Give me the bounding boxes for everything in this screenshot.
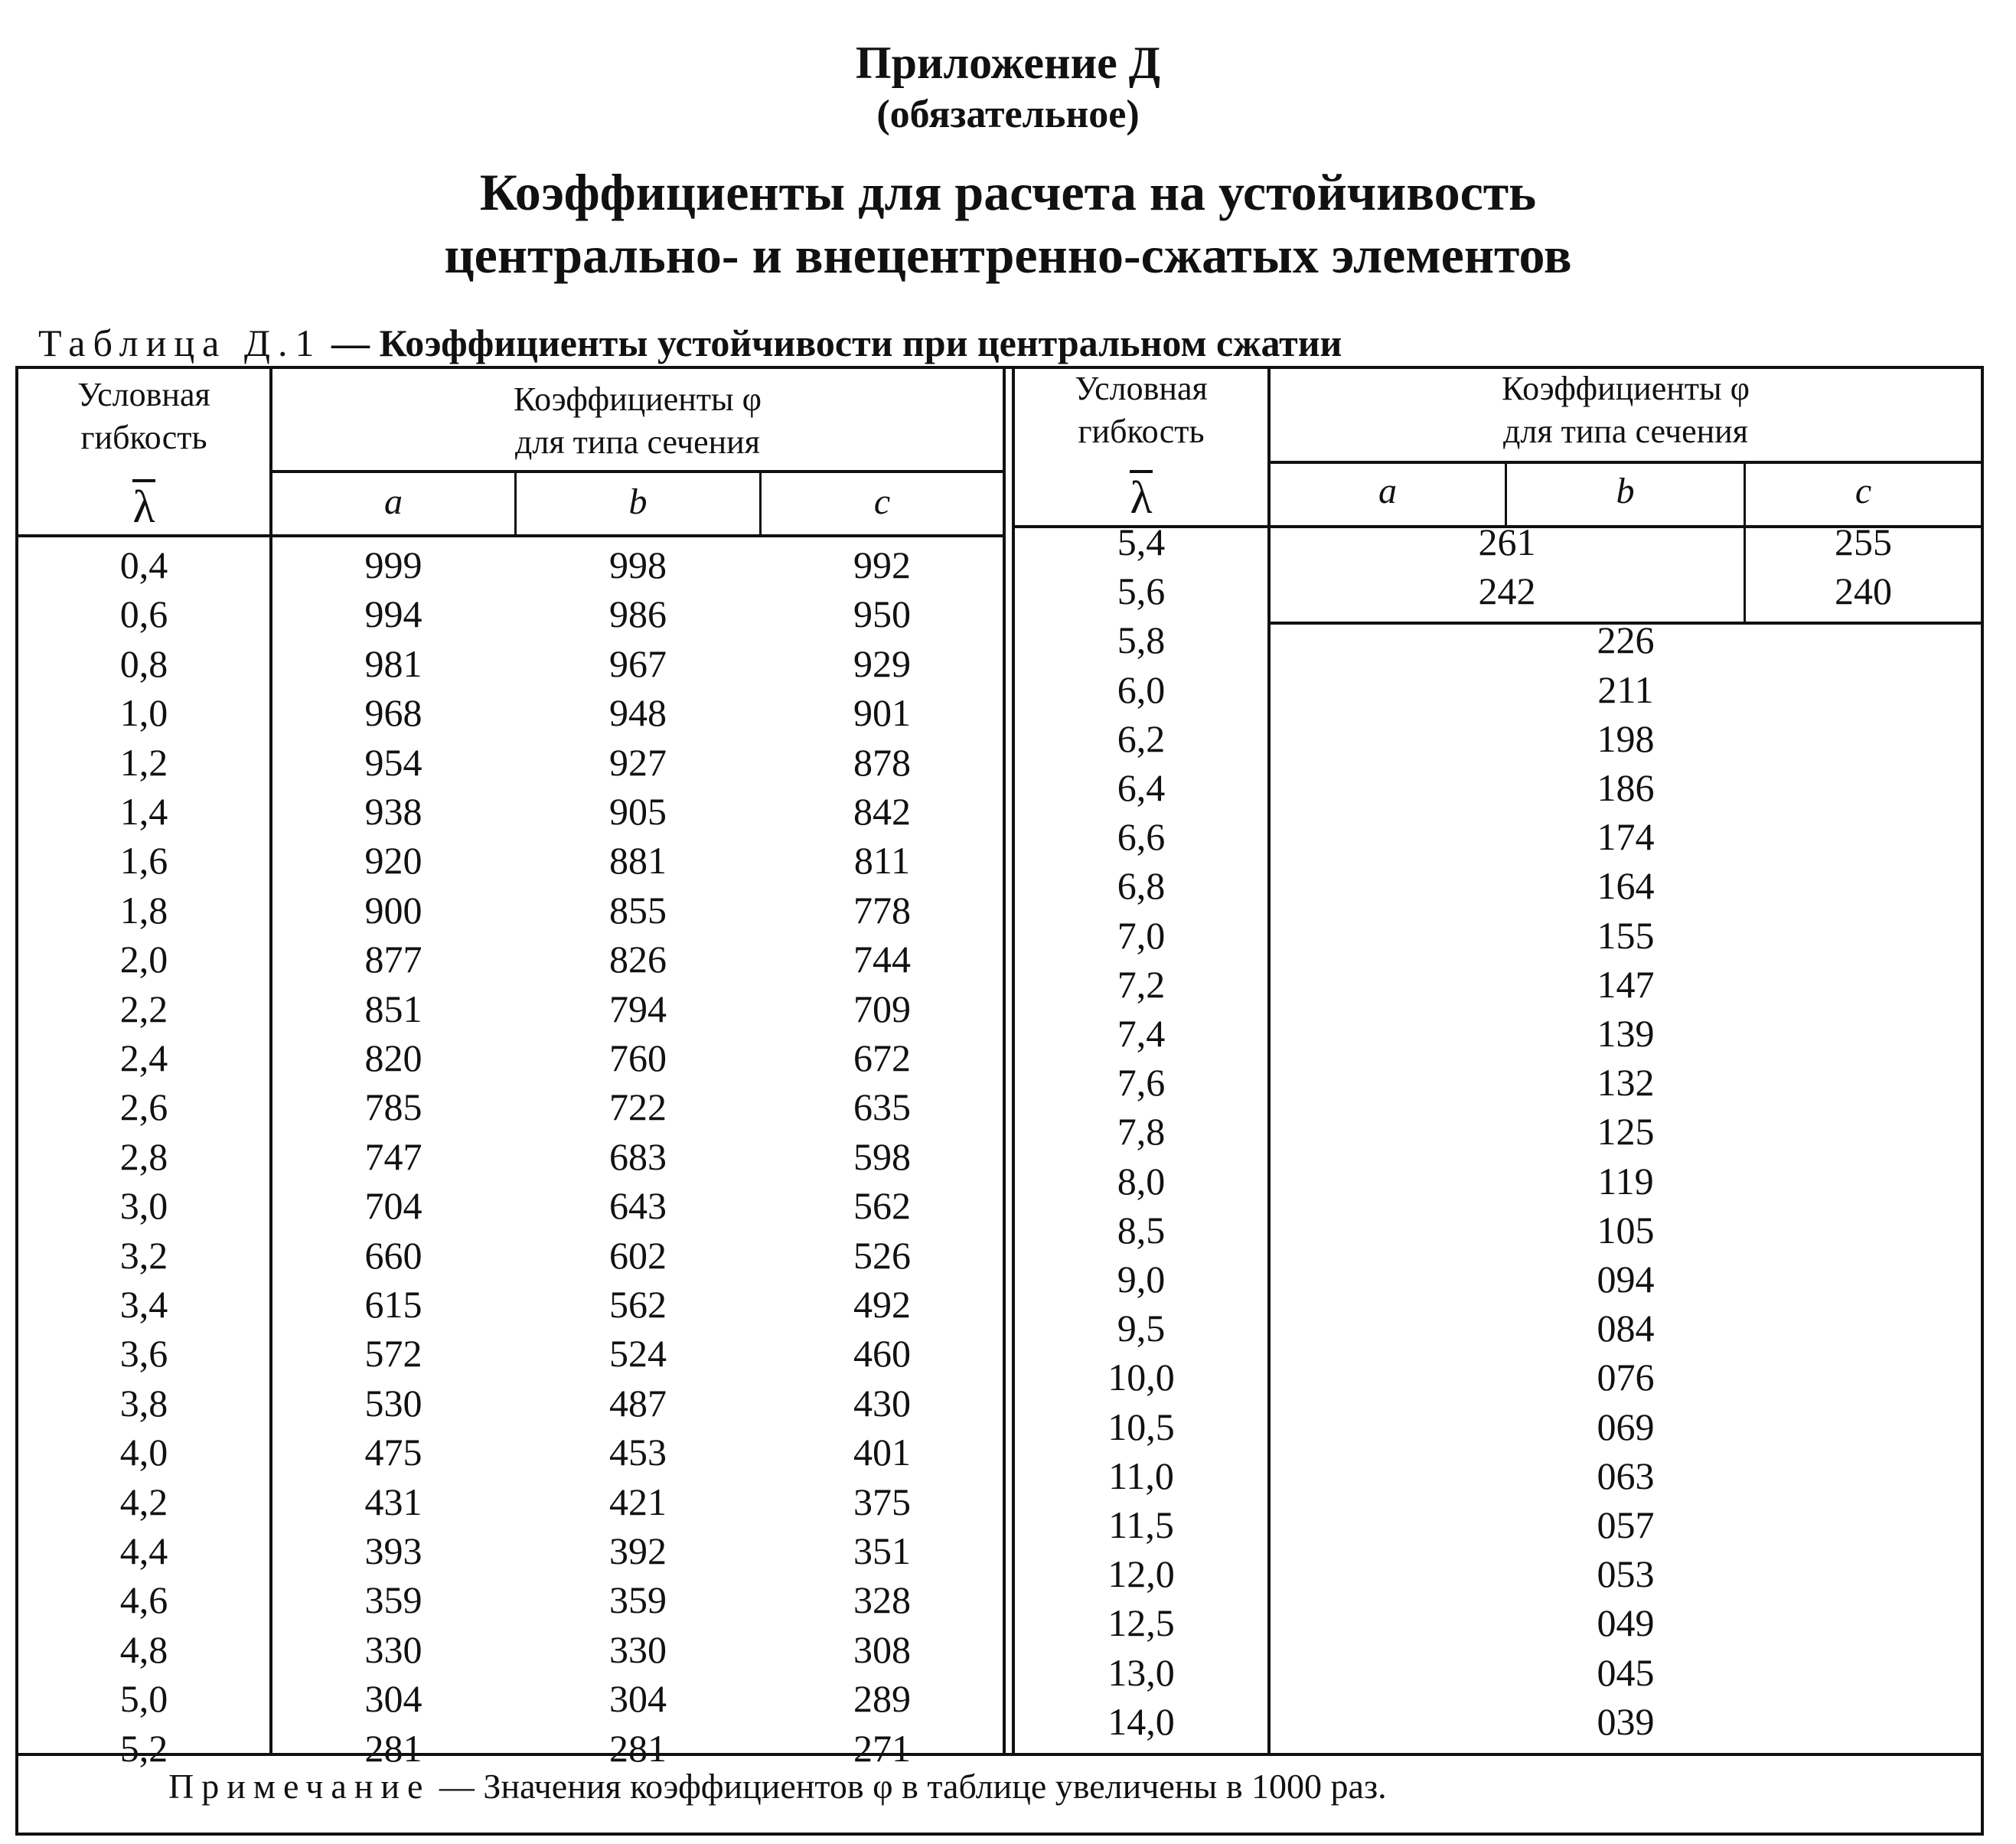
left-cell-a: 304 bbox=[364, 1677, 422, 1720]
left-cell-b: 967 bbox=[609, 642, 667, 685]
left-cell-a: 877 bbox=[364, 938, 422, 981]
right-merged-cell-lambda: 7,6 bbox=[1117, 1061, 1166, 1104]
left-cell-lambda: 2,6 bbox=[119, 1085, 168, 1128]
right-merged-cell-abc: 125 bbox=[1597, 1110, 1655, 1153]
left-cell-b: 562 bbox=[609, 1283, 667, 1326]
right-merged-cell-abc: 132 bbox=[1597, 1061, 1655, 1104]
left-cell-lambda: 2,4 bbox=[119, 1036, 168, 1079]
left-cell-a: 660 bbox=[364, 1234, 422, 1277]
right-merged-cell-abc: 053 bbox=[1597, 1552, 1655, 1595]
right-merged-cell-lambda: 10,5 bbox=[1107, 1405, 1175, 1448]
left-cell-c: 351 bbox=[853, 1529, 911, 1572]
right-merged-cell-lambda: 8,0 bbox=[1117, 1160, 1166, 1203]
left-cell-c: 672 bbox=[853, 1036, 911, 1079]
right-merged-cell-abc: 155 bbox=[1597, 914, 1655, 957]
left-cell-b: 304 bbox=[609, 1677, 667, 1720]
left-cell-lambda: 5,0 bbox=[119, 1677, 168, 1720]
left-cell-a: 938 bbox=[364, 790, 422, 833]
right-merged-cell-abc: 174 bbox=[1597, 815, 1655, 858]
right-merged-cell-lambda: 9,0 bbox=[1117, 1258, 1166, 1301]
left-cell-lambda: 0,4 bbox=[119, 543, 168, 586]
right-slenderness-header bbox=[1015, 367, 1267, 453]
left-cell-b: 487 bbox=[609, 1382, 667, 1425]
left-cell-b: 998 bbox=[609, 543, 667, 586]
left-coef-header-line-2: для типа сечения bbox=[515, 423, 760, 461]
right-split-cell-ab: 242 bbox=[1478, 570, 1536, 612]
left-cell-lambda: 2,8 bbox=[119, 1135, 168, 1178]
left-cell-a: 820 bbox=[364, 1036, 422, 1079]
right-sub-header-c: c bbox=[1855, 471, 1872, 511]
right-coef-header bbox=[1271, 367, 1981, 453]
right-merged-cell-lambda: 11,5 bbox=[1108, 1503, 1174, 1546]
left-cell-a: 615 bbox=[364, 1283, 422, 1326]
left-cell-lambda: 4,8 bbox=[119, 1628, 168, 1671]
left-cell-lambda: 1,0 bbox=[119, 691, 168, 734]
right-merged-cell-lambda: 14,0 bbox=[1107, 1700, 1175, 1743]
table-border-right bbox=[1981, 366, 1984, 1836]
left-cell-c: 526 bbox=[853, 1234, 911, 1277]
right-merged-cell-lambda: 7,0 bbox=[1117, 914, 1166, 957]
right-split-cell-c: 240 bbox=[1835, 570, 1892, 612]
left-cell-c: 842 bbox=[853, 790, 911, 833]
left-cell-c: 375 bbox=[853, 1480, 911, 1523]
right-merged-cell-abc: 211 bbox=[1597, 668, 1654, 711]
left-cell-c: 492 bbox=[853, 1283, 911, 1326]
left-cell-c: 744 bbox=[853, 938, 911, 981]
right-sub-header-a: a bbox=[1378, 471, 1397, 511]
left-cell-lambda: 4,2 bbox=[119, 1480, 168, 1523]
left-cell-a: 785 bbox=[364, 1085, 422, 1128]
right-merged-cell-lambda: 6,8 bbox=[1117, 864, 1166, 907]
right-sub-header-b: b bbox=[1616, 471, 1635, 511]
right-merged-cell-abc: 084 bbox=[1597, 1307, 1655, 1350]
right-merged-cell-abc: 119 bbox=[1597, 1160, 1654, 1203]
left-cell-lambda: 3,6 bbox=[119, 1332, 168, 1375]
left-cell-a: 999 bbox=[364, 543, 422, 586]
left-cell-c: 878 bbox=[853, 741, 911, 784]
left-cell-c: 635 bbox=[853, 1085, 911, 1128]
left-cell-b: 392 bbox=[609, 1529, 667, 1572]
left-cell-c: 401 bbox=[853, 1431, 911, 1474]
left-cell-a: 572 bbox=[364, 1332, 422, 1375]
left-cell-lambda: 3,8 bbox=[119, 1382, 168, 1425]
left-cell-b: 986 bbox=[609, 592, 667, 635]
right-merged-cell-abc: 076 bbox=[1597, 1356, 1655, 1399]
right-merged-cell-abc: 186 bbox=[1597, 766, 1655, 809]
right-merged-cell-lambda: 12,5 bbox=[1107, 1601, 1175, 1644]
right-split-cell-lambda: 5,4 bbox=[1117, 521, 1166, 563]
center-divider-1 bbox=[1003, 366, 1006, 1754]
right-merged-cell-lambda: 8,5 bbox=[1117, 1209, 1166, 1252]
left-cell-c: 562 bbox=[853, 1184, 911, 1227]
right-merged-cell-abc: 147 bbox=[1597, 963, 1655, 1006]
left-cell-c: 992 bbox=[853, 543, 911, 586]
right-merged-cell-abc: 039 bbox=[1597, 1700, 1655, 1743]
right-split-cell-lambda: 5,6 bbox=[1117, 570, 1166, 612]
left-cell-lambda: 1,6 bbox=[119, 839, 168, 882]
table-caption-label: Таблица Д.1 bbox=[38, 321, 322, 364]
left-cell-a: 431 bbox=[364, 1480, 422, 1523]
right-merged-cell-lambda: 7,4 bbox=[1117, 1012, 1166, 1055]
left-cell-c: 328 bbox=[853, 1578, 911, 1621]
right-slenderness-header-line-1: Условная bbox=[1075, 370, 1208, 407]
left-cell-a: 281 bbox=[364, 1727, 422, 1770]
appendix-status: (обязательное) bbox=[876, 93, 1140, 136]
left-cell-lambda: 4,4 bbox=[119, 1529, 168, 1572]
left-header-coef-underline bbox=[269, 470, 1004, 473]
left-cell-b: 602 bbox=[609, 1234, 667, 1277]
left-cell-a: 530 bbox=[364, 1382, 422, 1425]
left-cell-lambda: 1,2 bbox=[119, 741, 168, 784]
left-cell-b: 826 bbox=[609, 938, 667, 981]
right-merged-cell-lambda: 11,0 bbox=[1108, 1454, 1174, 1497]
left-cell-a: 900 bbox=[364, 889, 422, 932]
right-header-coef-underline bbox=[1267, 461, 1981, 464]
right-merged-cell-lambda: 9,5 bbox=[1117, 1307, 1166, 1350]
left-cell-lambda: 2,0 bbox=[119, 938, 168, 981]
left-cell-c: 929 bbox=[853, 642, 911, 685]
right-merged-cell-lambda: 7,8 bbox=[1117, 1110, 1166, 1153]
left-lambda-bar: λ bbox=[132, 479, 155, 530]
left-slenderness-header-line-1: Условная bbox=[77, 376, 210, 413]
right-merged-cell-lambda: 6,6 bbox=[1117, 815, 1166, 858]
left-cell-b: 905 bbox=[609, 790, 667, 833]
right-merged-cell-lambda: 6,2 bbox=[1117, 717, 1166, 760]
left-cell-a: 920 bbox=[364, 839, 422, 882]
left-cell-a: 954 bbox=[364, 741, 422, 784]
left-cell-b: 855 bbox=[609, 889, 667, 932]
table-note-text: — Значения коэффициентов φ в таблице увеличены в 1000 раз. bbox=[439, 1767, 1387, 1806]
left-cell-lambda: 4,0 bbox=[119, 1431, 168, 1474]
left-cell-a: 994 bbox=[364, 592, 422, 635]
left-cell-c: 709 bbox=[853, 987, 911, 1030]
left-cell-b: 927 bbox=[609, 741, 667, 784]
right-split-cell-ab: 261 bbox=[1478, 521, 1536, 563]
left-cell-lambda: 0,8 bbox=[119, 642, 168, 685]
left-cell-a: 393 bbox=[364, 1529, 422, 1572]
left-cell-lambda: 3,2 bbox=[119, 1234, 168, 1277]
left-sub-header-b: b bbox=[628, 481, 648, 522]
left-cell-a: 704 bbox=[364, 1184, 422, 1227]
right-merged-cell-abc: 139 bbox=[1597, 1012, 1655, 1055]
left-cell-a: 359 bbox=[364, 1578, 422, 1621]
left-cell-a: 851 bbox=[364, 987, 422, 1030]
right-merged-cell-abc: 105 bbox=[1597, 1209, 1655, 1252]
left-cell-a: 747 bbox=[364, 1135, 422, 1178]
left-cell-lambda: 3,0 bbox=[119, 1184, 168, 1227]
document-title-line-1: Коэффициенты для расчета на устойчивость bbox=[479, 163, 1537, 221]
right-merged-cell-abc: 198 bbox=[1597, 717, 1655, 760]
table-border-bottom bbox=[15, 1833, 1984, 1836]
left-cell-lambda: 3,4 bbox=[119, 1283, 168, 1326]
right-merged-cell-lambda: 5,8 bbox=[1117, 618, 1166, 661]
left-cell-a: 330 bbox=[364, 1628, 422, 1671]
left-cell-b: 881 bbox=[609, 839, 667, 882]
left-header-bottom bbox=[15, 534, 1004, 537]
left-cell-b: 281 bbox=[609, 1727, 667, 1770]
left-cell-b: 453 bbox=[609, 1431, 667, 1474]
left-cell-a: 475 bbox=[364, 1431, 422, 1474]
appendix-title: Приложение Д bbox=[855, 38, 1161, 88]
left-cell-lambda: 2,2 bbox=[119, 987, 168, 1030]
left-cell-c: 289 bbox=[853, 1677, 911, 1720]
left-cell-b: 760 bbox=[609, 1036, 667, 1079]
left-cell-lambda: 5,2 bbox=[119, 1727, 168, 1770]
left-cell-lambda: 4,6 bbox=[119, 1578, 168, 1621]
left-coef-header-line-1: Коэффициенты φ bbox=[514, 380, 762, 418]
right-merged-cell-lambda: 6,0 bbox=[1117, 668, 1166, 711]
left-sub-header-c: c bbox=[873, 481, 891, 522]
right-split-cell-c: 255 bbox=[1835, 521, 1892, 563]
left-cell-c: 778 bbox=[853, 889, 911, 932]
left-sub-header-a: a bbox=[384, 481, 403, 522]
left-lambda-symbol bbox=[18, 479, 269, 530]
left-cell-lambda: 1,4 bbox=[119, 790, 168, 833]
left-cell-c: 308 bbox=[853, 1628, 911, 1671]
right-merged-cell-lambda: 12,0 bbox=[1107, 1552, 1175, 1595]
right-coef-header-line-2: для типа сечения bbox=[1503, 413, 1748, 450]
right-merged-cell-abc: 069 bbox=[1597, 1405, 1655, 1448]
left-cell-lambda: 1,8 bbox=[119, 889, 168, 932]
table-caption-title: — Коэффициенты устойчивости при центральном сжатии bbox=[331, 321, 1342, 364]
right-merged-cell-abc: 045 bbox=[1597, 1651, 1655, 1694]
left-cell-b: 524 bbox=[609, 1332, 667, 1375]
right-coef-header-line-1: Коэффициенты φ bbox=[1502, 370, 1750, 407]
right-lambda-symbol bbox=[1015, 470, 1267, 521]
left-coef-header bbox=[272, 378, 1003, 464]
left-cell-a: 981 bbox=[364, 642, 422, 685]
table-note-label: Примечание bbox=[168, 1767, 431, 1806]
document-title-line-2: центрально- и внецентренно-сжатых элементов bbox=[444, 226, 1572, 284]
right-merged-cell-lambda: 10,0 bbox=[1107, 1356, 1175, 1399]
left-cell-b: 794 bbox=[609, 987, 667, 1030]
left-cell-b: 722 bbox=[609, 1085, 667, 1128]
left-cell-b: 683 bbox=[609, 1135, 667, 1178]
left-cell-c: 430 bbox=[853, 1382, 911, 1425]
right-merged-cell-abc: 063 bbox=[1597, 1454, 1655, 1497]
left-cell-a: 968 bbox=[364, 691, 422, 734]
left-cell-b: 948 bbox=[609, 691, 667, 734]
right-merged-cell-abc: 226 bbox=[1597, 618, 1655, 661]
right-merged-cell-abc: 057 bbox=[1597, 1503, 1655, 1546]
left-cell-b: 643 bbox=[609, 1184, 667, 1227]
table-note bbox=[168, 1764, 1387, 1810]
left-cell-lambda: 0,6 bbox=[119, 592, 168, 635]
right-slenderness-header-line-2: гибкость bbox=[1078, 413, 1205, 450]
left-slenderness-header bbox=[18, 374, 269, 459]
right-merged-cell-lambda: 6,4 bbox=[1117, 766, 1166, 809]
left-cell-b: 330 bbox=[609, 1628, 667, 1671]
left-cell-c: 271 bbox=[853, 1727, 911, 1770]
right-merged-cell-abc: 094 bbox=[1597, 1258, 1655, 1301]
right-merged-cell-lambda: 13,0 bbox=[1107, 1651, 1175, 1694]
right-merged-cell-abc: 164 bbox=[1597, 864, 1655, 907]
left-cell-c: 901 bbox=[853, 691, 911, 734]
left-cell-c: 598 bbox=[853, 1135, 911, 1178]
right-merged-cell-abc: 049 bbox=[1597, 1601, 1655, 1644]
left-cell-c: 950 bbox=[853, 592, 911, 635]
left-cell-c: 460 bbox=[853, 1332, 911, 1375]
left-cell-b: 421 bbox=[609, 1480, 667, 1523]
left-cell-c: 811 bbox=[853, 839, 911, 882]
right-lambda-bar: λ bbox=[1130, 470, 1152, 521]
left-slenderness-header-line-2: гибкость bbox=[80, 419, 207, 456]
left-cell-b: 359 bbox=[609, 1578, 667, 1621]
right-merged-cell-lambda: 7,2 bbox=[1117, 963, 1166, 1006]
